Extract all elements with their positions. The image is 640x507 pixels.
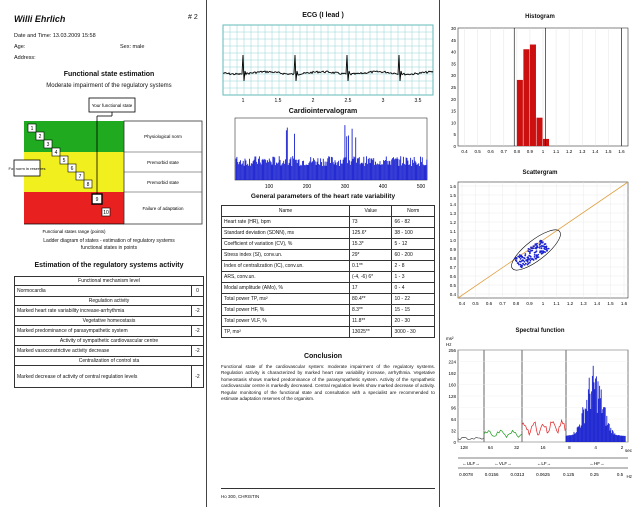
cardiointervalogram-title: Cardiointervalogram xyxy=(288,108,358,115)
spectral-y-tick: 0 xyxy=(453,440,456,445)
scatter-point xyxy=(532,245,534,247)
spectral-band-label: ←ULF→ xyxy=(462,461,480,466)
scatter-point xyxy=(539,244,541,246)
hrv-param-value: 125.6* xyxy=(350,228,392,239)
scatter-point xyxy=(534,247,536,249)
activity-value: -2 xyxy=(192,346,204,357)
spectral-band-label: ←VLF→ xyxy=(494,461,512,466)
scatter-y-tick: 1.0 xyxy=(449,238,456,243)
hrv-param-name: Index of centralization (IC), conv.un. xyxy=(222,261,350,272)
scatter-point xyxy=(546,250,548,252)
patient-address: Address: xyxy=(14,55,36,61)
cig-tick: 500 xyxy=(416,184,426,190)
spectral-title: Spectral function xyxy=(515,328,565,334)
histogram-y-tick: 30 xyxy=(450,26,456,31)
hrv-row xyxy=(222,239,435,250)
scatter-point xyxy=(527,250,529,252)
scatter-x-tick: 0.5 xyxy=(472,301,479,306)
ecg-title: ECG (I lead ) xyxy=(302,12,344,19)
cig-tick: 300 xyxy=(340,184,350,190)
hrv-param-norm: 15 - 15 xyxy=(392,305,435,316)
spectral-x-top-tick: 64 xyxy=(487,445,493,450)
histogram-x-tick: 1.4 xyxy=(592,149,599,154)
scatter-x-tick: 1.5 xyxy=(607,301,614,306)
scatter-point xyxy=(530,250,532,252)
scatter-point xyxy=(541,240,543,242)
category-row: Vegetative homeostasis xyxy=(15,317,204,326)
cardiointervalogram-svg xyxy=(227,118,432,190)
category-row: Functional mechanism level xyxy=(15,277,204,286)
hrv-header-norm: Norm xyxy=(392,206,435,217)
scatter-point xyxy=(529,258,531,260)
scatter-point xyxy=(527,261,529,263)
category-row: Activity of sympathetic cardiovascular centre xyxy=(15,337,204,346)
hrv-param-name: Total power HF, % xyxy=(222,305,350,316)
histogram-x-tick: 0.5 xyxy=(474,149,481,154)
spectral-y-tick: 128 xyxy=(448,394,456,399)
conclusion-title: Conclusion xyxy=(303,353,343,360)
category-row: Centralization of control sta xyxy=(15,357,204,366)
hrv-param-value: 29* xyxy=(350,250,392,261)
histogram-bar xyxy=(523,49,529,146)
scatter-x-tick: 0.9 xyxy=(526,301,533,306)
histogram-bar xyxy=(536,118,542,146)
histogram-x-tick: 1.6 xyxy=(618,149,625,154)
histogram-bar xyxy=(543,139,549,146)
scatter-point xyxy=(528,255,530,257)
hrv-row xyxy=(222,294,435,305)
scatter-point xyxy=(519,254,521,256)
cardiointervalogram-chart xyxy=(227,118,432,190)
histogram-x-tick: 1 xyxy=(541,149,545,154)
scatter-point xyxy=(541,242,543,244)
histogram-x-tick: 0.9 xyxy=(526,149,534,154)
spectral-y-tick: 192 xyxy=(448,371,456,376)
spectral-x-bottom-tick: 0.0156 xyxy=(484,472,499,477)
scatter-y-tick: 1.2 xyxy=(449,220,456,225)
activity-item: Marked predominance of parasympathetic system xyxy=(15,326,192,337)
spectral-svg xyxy=(444,336,636,496)
ladder-caption-2: functional states in points xyxy=(80,245,138,251)
patient-name: Willi Ehrlich xyxy=(14,14,66,24)
spectral-x-bottom-tick: 0.5 xyxy=(616,472,624,477)
conclusion-signature: Ho 300, CHRISTIN xyxy=(221,494,260,499)
ladder-label-6: 6 xyxy=(70,166,74,172)
scatter-y-tick: 1.6 xyxy=(449,184,456,189)
functional-state-title: Functional state estimation xyxy=(63,71,155,78)
patient-age: Age: xyxy=(14,44,26,50)
hrv-param-value: 13025** xyxy=(350,327,392,338)
hrv-header-name: Name xyxy=(222,206,350,217)
hrv-param-value: 11.8** xyxy=(350,316,392,327)
scatter-y-tick: 1.4 xyxy=(449,202,456,207)
scatter-y-tick: 0.4 xyxy=(449,292,456,297)
scatter-point xyxy=(545,243,547,245)
scatter-point xyxy=(529,252,531,254)
regulatory-activity-title: Estimation of the regulatory systems activity xyxy=(34,262,184,269)
scatter-point xyxy=(527,263,529,265)
histogram-y-tick: 40 xyxy=(450,49,456,55)
ecg-tick: 3 xyxy=(381,98,385,104)
ladder-label-2: 2 xyxy=(38,134,42,140)
scatter-point xyxy=(515,260,517,262)
hrv-row xyxy=(222,250,435,261)
ladder-label-5: 5 xyxy=(62,158,66,164)
ecg-tick: 2 xyxy=(311,98,315,104)
scatter-y-tick: 1.3 xyxy=(449,211,456,216)
hrv-row xyxy=(222,283,435,294)
cig-tick: 400 xyxy=(378,184,388,190)
spectral-y-tick: 64 xyxy=(450,417,456,422)
spectral-x-bottom-tick: 0.0078 xyxy=(459,472,473,477)
ecg-svg xyxy=(223,25,433,105)
spectral-y-tick: 160 xyxy=(448,382,456,388)
spectral-y-tick: 96 xyxy=(450,405,456,411)
regulatory-activity-table xyxy=(14,276,204,388)
activity-value: 0 xyxy=(192,286,204,297)
ecg-tick: 1.5 xyxy=(274,98,282,104)
scatter-point xyxy=(532,247,534,249)
hrv-param-value: (-4, -6) 6* xyxy=(350,272,392,283)
scatter-point xyxy=(522,263,524,265)
ladder-caption-1: Ladder diagram of states - estimation of regulatory systems xyxy=(43,238,175,244)
scatter-point xyxy=(534,256,536,258)
scatter-point xyxy=(517,256,519,258)
ecg-tick: 3.5 xyxy=(414,98,422,104)
scatter-y-tick: 0.5 xyxy=(449,283,456,288)
patient-datetime: Date and Time: 13.03.2009 15:58 xyxy=(14,33,96,39)
scatter-point xyxy=(528,248,530,250)
hrv-table-title: General parameters of the heart rate variability xyxy=(250,193,396,200)
conclusion-text: Functional state of the cardiovascular system: moderate impairment of the regulatory systems. Regulation activity is characterized by marked heart rate variability increase, arrhythmia. Vegetative homeostasis shows marked predominance of the parasympathetic system. Activity of the sympathetic cardiovascular centre is markedly decreased. Central regulation levels show marked decrease of activity. Regular monitoring of the functional state and consultation with a specialist are recommended to estimate adaptation reserves of the organism. xyxy=(221,364,435,402)
histogram-x-tick: 0.6 xyxy=(487,149,494,154)
hrv-param-name: Total power VLF, % xyxy=(222,316,350,327)
histogram-y-tick: 0 xyxy=(453,144,456,149)
ladder-label-7: 7 xyxy=(78,174,82,180)
ladder-diagram xyxy=(8,96,204,236)
scatter-point xyxy=(536,243,538,245)
hrv-param-norm: 60 - 200 xyxy=(392,250,435,261)
scatter-x-tick: 1.1 xyxy=(553,301,560,306)
hrv-param-norm: 1 - 3 xyxy=(392,272,435,283)
scatter-point xyxy=(544,246,546,248)
zone-label-premorbid-2: Premorbid state xyxy=(147,180,179,185)
hrv-param-value: 73 xyxy=(350,217,392,228)
spectral-x-top-tick: 16 xyxy=(540,445,546,450)
ladder-label-4: 4 xyxy=(54,150,58,156)
scatter-point xyxy=(536,250,538,252)
hrv-row xyxy=(222,228,435,239)
spectral-x-bottom-tick: 0.0313 xyxy=(510,472,525,477)
histogram-title: Histogram xyxy=(525,14,555,20)
hrv-row xyxy=(222,305,435,316)
spectral-y-tick: 256 xyxy=(448,348,456,353)
middle-column xyxy=(207,0,439,507)
scatter-y-tick: 1.5 xyxy=(449,193,456,198)
scatter-point xyxy=(520,258,522,260)
spectral-y-unit2: Hz xyxy=(446,342,452,347)
activity-value: -2 xyxy=(192,366,204,388)
scatter-point xyxy=(521,265,523,267)
hrv-param-norm: 10 - 22 xyxy=(392,294,435,305)
hrv-row xyxy=(222,272,435,283)
scatter-point xyxy=(548,248,550,250)
scatter-point xyxy=(544,248,546,250)
hrv-param-name: Standard deviation (SDNN), ms xyxy=(222,228,350,239)
hrv-param-name: ARS, conv.un. xyxy=(222,272,350,283)
scatter-point xyxy=(540,251,542,253)
spectral-band-label: ←LF→ xyxy=(536,461,552,466)
signature-line xyxy=(221,488,435,489)
spectral-x-top-tick: 32 xyxy=(514,445,520,450)
spectral-y-tick: 224 xyxy=(448,359,456,365)
hrv-param-norm: 5 - 12 xyxy=(392,239,435,250)
histogram-y-tick: 25 xyxy=(450,85,456,90)
histogram-x-tick: 1.1 xyxy=(552,149,560,154)
hrv-param-value: 8.3** xyxy=(350,305,392,316)
ecg-tick: 2.5 xyxy=(344,98,352,104)
scatter-x-tick: 1 xyxy=(541,301,545,306)
current-state-label: Your functional state xyxy=(91,103,133,108)
histogram-y-tick: 30 xyxy=(450,73,456,79)
ladder-label-10: 10 xyxy=(103,210,109,216)
scatter-point xyxy=(518,264,520,266)
spectral-x-top-tick: 8 xyxy=(568,445,571,450)
hrv-param-norm: 2 - 8 xyxy=(392,261,435,272)
scatter-x-tick: 1.3 xyxy=(580,301,587,306)
patient-number: # 2 xyxy=(188,14,198,21)
hrv-row xyxy=(222,327,435,338)
hrv-header-value: Value xyxy=(350,206,392,217)
ladder-label-9: 9 xyxy=(95,197,99,203)
spectral-y-tick: 32 xyxy=(450,428,456,434)
spectral-x-top-tick: 4 xyxy=(594,445,597,450)
cig-tick: 100 xyxy=(264,184,274,190)
histogram-x-tick: 0.7 xyxy=(500,149,507,154)
histogram-x-tick: 1.5 xyxy=(605,149,612,154)
scatter-point xyxy=(530,260,532,262)
scatter-point xyxy=(531,247,533,249)
histogram-y-tick: 15 xyxy=(450,108,456,114)
hrv-param-value: 0.1** xyxy=(350,261,392,272)
axis-label: Functional states range (points) xyxy=(42,229,106,234)
ladder-label-1: 1 xyxy=(30,126,34,132)
spectral-x-unit: sec xyxy=(624,448,632,453)
hrv-param-name: Total power TP, ms² xyxy=(222,294,350,305)
ecg-tick: 1 xyxy=(241,98,245,104)
histogram-x-tick: 0.4 xyxy=(461,149,468,154)
spectral-x-top-tick: 128 xyxy=(460,445,468,450)
activity-item: Marked vasoconstrictive activity decrease xyxy=(15,346,192,357)
hrv-param-norm: 20 - 30 xyxy=(392,316,435,327)
histogram-x-tick: 0.8 xyxy=(513,149,520,154)
scatter-x-tick: 0.7 xyxy=(499,301,506,306)
scatter-point xyxy=(533,259,535,261)
left-column xyxy=(0,0,205,507)
spectral-x-bottom-tick: 0.0625 xyxy=(536,472,550,477)
scatter-y-tick: 0.8 xyxy=(449,256,456,261)
hrv-param-norm: 0 - 4 xyxy=(392,283,435,294)
scatter-y-tick: 0.7 xyxy=(449,265,456,270)
scatter-point xyxy=(520,264,522,266)
zone-label-premorbid-1: Premorbid state xyxy=(147,160,179,165)
ladder-label-3: 3 xyxy=(46,142,50,148)
norm-box-label: For norm in reserves xyxy=(8,166,46,171)
scatter-point xyxy=(539,247,541,249)
histogram-y-tick: 35 xyxy=(450,61,456,67)
scatter-point xyxy=(541,253,543,255)
scatter-x-tick: 0.6 xyxy=(485,301,493,306)
histogram-bar xyxy=(517,80,523,146)
hrv-param-norm: 38 - 100 xyxy=(392,228,435,239)
histogram-x-tick: 1.2 xyxy=(566,149,573,154)
scatter-point xyxy=(520,261,522,263)
spectral-x-bottom-tick: 0.25 xyxy=(589,472,599,477)
histogram-y-tick: 5 xyxy=(453,132,456,138)
scatter-point xyxy=(534,252,536,254)
category-row: Regulation activity xyxy=(15,297,204,306)
cig-tick: 200 xyxy=(302,184,312,190)
scatter-point xyxy=(537,257,539,259)
patient-sex: Sex: male xyxy=(120,44,145,50)
scatter-point xyxy=(523,257,525,259)
scatter-point xyxy=(530,256,532,258)
scatter-point xyxy=(525,263,527,265)
histogram-svg xyxy=(444,22,636,162)
activity-item: Marked heart rate variability increase-arrhythmia xyxy=(15,306,192,317)
hrv-param-norm: 3000 - 30 xyxy=(392,327,435,338)
scatter-x-tick: 1.6 xyxy=(620,301,628,306)
scatter-point xyxy=(542,250,544,252)
hrv-param-name: Modal amplitude (AMo), % xyxy=(222,283,350,294)
spectral-x-top-tick: 2 xyxy=(620,445,624,450)
spectral-band-label: ←HF→ xyxy=(589,461,605,466)
scatter-point xyxy=(541,247,543,249)
scatter-point xyxy=(520,255,522,257)
hrv-param-name: Stress index (SI), conv.un. xyxy=(222,250,350,261)
scatter-x-tick: 0.8 xyxy=(512,301,520,306)
scatter-point xyxy=(524,261,526,263)
ecg-chart xyxy=(223,25,433,105)
activity-item: Marked decrease of activity of central regulation levels xyxy=(15,366,192,388)
scatter-point xyxy=(546,248,548,250)
scatter-x-tick: 1.4 xyxy=(593,301,601,306)
spectral-y-unit: ms² xyxy=(446,336,454,341)
hrv-row xyxy=(222,261,435,272)
hrv-table xyxy=(221,205,435,338)
spectral-x-bottom-unit: Hz xyxy=(626,474,632,479)
zone-label-norm: Physiological norm xyxy=(144,134,182,139)
hrv-param-name: Heart rate (HR), bpm xyxy=(222,217,350,228)
scattergram-title: Scattergram xyxy=(522,170,558,176)
hrv-param-value: 17 xyxy=(350,283,392,294)
hrv-param-name: TP, ms² xyxy=(222,327,350,338)
histogram-y-tick: 45 xyxy=(450,37,456,43)
histogram-bar xyxy=(530,45,536,146)
hrv-param-value: 15.3* xyxy=(350,239,392,250)
scatter-point xyxy=(525,253,527,255)
right-column xyxy=(440,0,640,507)
scatter-x-tick: 1.2 xyxy=(566,301,574,306)
scatter-point xyxy=(527,257,529,259)
hrv-param-norm: 66 - 82 xyxy=(392,217,435,228)
ladder-diagram-svg xyxy=(8,96,204,236)
zone-label-failure: Failure of adaptation xyxy=(142,206,184,211)
scatter-y-tick: 1.1 xyxy=(449,229,456,234)
scatter-y-tick: 0.9 xyxy=(449,247,456,252)
hrv-param-value: 80.4** xyxy=(350,294,392,305)
scatter-x-tick: 0.4 xyxy=(458,301,466,306)
activity-value: -2 xyxy=(192,306,204,317)
scatter-y-tick: 0.6 xyxy=(449,274,456,279)
functional-state-subtitle: Moderate impairment of the regulatory systems xyxy=(46,83,172,89)
ladder-label-8: 8 xyxy=(86,182,90,188)
scattergram-svg xyxy=(444,178,636,314)
hrv-row xyxy=(222,217,435,228)
histogram-y-tick: 20 xyxy=(450,96,456,102)
scatter-point xyxy=(541,246,543,248)
activity-value: -2 xyxy=(192,326,204,337)
hrv-param-name: Coefficient of variation (CV), % xyxy=(222,239,350,250)
hrv-row xyxy=(222,316,435,327)
spectral-x-bottom-tick: 0.125 xyxy=(563,472,575,477)
scatter-point xyxy=(534,254,536,256)
scatter-point xyxy=(514,258,516,260)
histogram-y-tick: 10 xyxy=(450,120,456,126)
histogram-x-tick: 1.3 xyxy=(579,149,586,154)
scatter-point xyxy=(543,245,545,247)
activity-item: Normocardia xyxy=(15,286,192,297)
